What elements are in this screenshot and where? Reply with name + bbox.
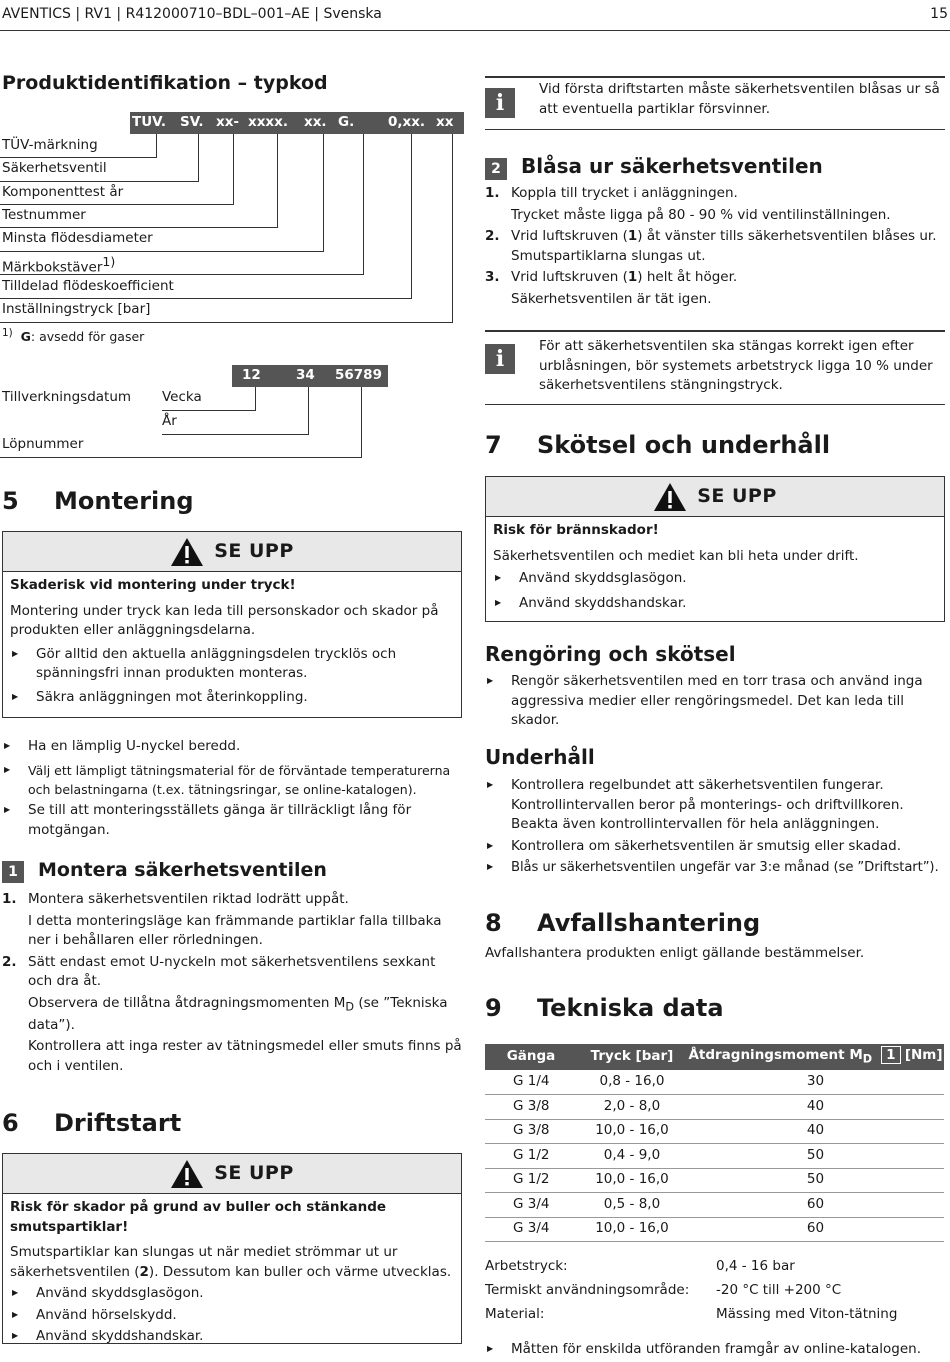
table-row xyxy=(485,1217,944,1242)
step-item xyxy=(2,953,462,1077)
ref-box: 1 xyxy=(881,1046,901,1064)
warning-text-ref: 2 xyxy=(139,1263,149,1280)
section-number: 8 xyxy=(485,909,502,937)
info-text: Vid första driftstarten måste säkerhetsventilen blåsas ur så att eventuella partiklar försvinner. xyxy=(539,81,940,117)
date-part: 34 xyxy=(296,367,315,383)
spec-label: Material: xyxy=(485,1306,545,1322)
list-item: ▶ Använd skyddshandskar. xyxy=(493,594,937,614)
table-cell: 2,0 - 8,0 xyxy=(577,1095,687,1120)
column-header: Gänga xyxy=(485,1044,577,1070)
warning-box-mounting xyxy=(2,531,462,718)
info-icon: i xyxy=(485,88,515,118)
list-item: ▶ Blås ur säkerhetsventilen ungefär var 3:e månad (se ”Driftstart”). xyxy=(485,858,947,877)
typecode-line xyxy=(0,157,156,158)
code-part: G. xyxy=(338,114,355,130)
section-7-heading xyxy=(485,428,830,463)
list-item: ▶ Använd hörselskydd. xyxy=(10,1306,454,1326)
info-icon: i xyxy=(485,344,515,374)
step-text xyxy=(511,268,947,288)
table-cell: 0,8 - 16,0 xyxy=(577,1070,687,1095)
step-1-heading xyxy=(2,857,327,885)
section-number: 6 xyxy=(2,1109,19,1137)
typecode-line xyxy=(0,251,323,252)
maintenance-list xyxy=(485,772,947,877)
typecode-line xyxy=(0,322,452,323)
table-row xyxy=(485,1144,944,1169)
typecode-row: Säkerhetsventil xyxy=(2,160,107,176)
column-header: Tryck [bar] xyxy=(577,1044,687,1070)
table-row xyxy=(485,1070,944,1095)
section-6-heading xyxy=(2,1106,181,1141)
warning-title: Risk för brännskador! xyxy=(493,522,659,538)
typecode-line xyxy=(233,134,234,205)
typecode-row: Testnummer xyxy=(2,207,86,223)
section-number: 7 xyxy=(485,431,502,459)
cleaning-list xyxy=(485,668,945,731)
step-number-box: 1 xyxy=(2,861,24,883)
code-part: 0,xx. xyxy=(388,114,426,130)
warning-text: Säkerhetsventilen och mediet kan bli heta under drift. xyxy=(493,547,859,564)
step-text-part: Vrid luftskruven ( xyxy=(511,228,628,245)
table-row xyxy=(485,1193,944,1218)
list-item: ▶ Använd skyddshandskar. xyxy=(10,1327,454,1347)
typecode-line xyxy=(277,134,278,228)
section-title: Skötsel och underhåll xyxy=(537,431,831,459)
warning-triangle-icon xyxy=(170,1159,204,1189)
typecode-line xyxy=(0,274,363,275)
table-cell: G 3/8 xyxy=(485,1095,577,1120)
disposal-text: Avfallshantera produkten enligt gällande bestämmelser. xyxy=(485,945,865,961)
technical-data-table xyxy=(485,1044,944,1242)
column-header xyxy=(687,1044,944,1070)
label-manufacture-date: Tillverkningsdatum xyxy=(2,389,132,405)
mounting-prep-list xyxy=(2,733,460,840)
spec-row xyxy=(485,1305,945,1329)
spec-row xyxy=(485,1281,945,1305)
typecode-line xyxy=(411,134,412,299)
table-header-row xyxy=(485,1044,944,1070)
step-text-ref: 1 xyxy=(627,269,638,286)
warning-text xyxy=(10,1243,454,1282)
table-cell: G 3/8 xyxy=(485,1119,577,1144)
code-part: xx. xyxy=(304,114,327,130)
step-extra-sub: D xyxy=(345,1000,355,1014)
footnote-letter: G xyxy=(20,329,31,345)
step-extra-text: Observera de tillåtna åtdragningsmomenten M xyxy=(28,994,346,1011)
table-cell: 50 xyxy=(687,1144,944,1169)
section-title: Tekniska data xyxy=(537,994,724,1022)
datecode-line xyxy=(162,434,308,435)
warning-list xyxy=(493,569,937,613)
section-title: Avfallshantering xyxy=(537,909,761,937)
step-text-part: ) åt vänster tills säkerhetsventilen blåses ur. xyxy=(637,228,937,245)
table-cell: 40 xyxy=(687,1119,944,1144)
page-number: 15 xyxy=(930,6,948,22)
list-item: ▶ Gör alltid den aktuella anläggningsdelen trycklös och spänningsfri innan produkten monteras. xyxy=(10,645,454,684)
table-cell: 50 xyxy=(687,1168,944,1193)
footnote-marker: 1) xyxy=(2,327,13,339)
date-part: 12 xyxy=(242,367,261,383)
info-box-first-start xyxy=(485,76,945,130)
table-cell: 0,5 - 8,0 xyxy=(577,1193,687,1218)
datecode-line xyxy=(255,387,256,411)
step-num: 3. xyxy=(485,269,500,286)
mounting-steps xyxy=(2,890,462,1077)
warning-box-startup xyxy=(2,1153,462,1344)
warning-label: SE UPP xyxy=(214,539,294,562)
typecode-footnote xyxy=(2,326,144,346)
table-cell: 60 xyxy=(687,1217,944,1242)
warning-title: Skaderisk vid montering under tryck! xyxy=(10,577,296,593)
column-header-text: Åtdragningsmoment M xyxy=(688,1047,863,1063)
typecode-line xyxy=(452,134,453,323)
list-item: ▶ Se till att monteringsställets gänga är tillräckligt lång för motgängan. xyxy=(2,801,460,840)
typecode-line xyxy=(0,181,198,182)
table-cell: G 1/2 xyxy=(485,1144,577,1169)
step-title: Montera säkerhetsventilen xyxy=(38,859,327,881)
label-year: År xyxy=(162,413,177,429)
section-5-heading xyxy=(2,484,194,519)
list-item: ▶ Rengör säkerhetsventilen med en torr trasa och använd inga aggressiva medier eller rengöringsmedel. Det kan leda till skador. xyxy=(485,672,945,731)
typecode-row-text: Märkbokstäver xyxy=(2,259,103,276)
list-item: ▶ Måtten för enskilda utföranden framgår av online-katalogen. xyxy=(485,1340,945,1360)
step-num: 1. xyxy=(485,185,500,201)
code-part: xx- xyxy=(216,114,240,130)
list-item: ▶ Använd skyddsglasögon. xyxy=(10,1284,454,1304)
footnote-text: : avsedd för gaser xyxy=(30,329,145,345)
warning-label: SE UPP xyxy=(214,1161,294,1184)
typecode-line xyxy=(0,204,233,205)
section-title: Montering xyxy=(54,487,194,515)
table-cell: 10,0 - 16,0 xyxy=(577,1217,687,1242)
step-num: 2. xyxy=(485,228,500,245)
step-2-heading xyxy=(485,152,823,181)
header-title: AVENTICS | RV1 | R412000710–BDL–001–AE | Svenska xyxy=(2,6,382,22)
warning-list xyxy=(10,1284,454,1347)
list-item: ▶ Ha en lämplig U-nyckel beredd. xyxy=(2,737,460,757)
info-box-closing xyxy=(485,330,945,405)
cleaning-heading: Rengöring och skötsel xyxy=(485,642,736,666)
warning-title: Risk för skador på grund av buller och stänkande smutspartiklar! xyxy=(10,1199,387,1235)
list-item: ▶ Kontrollera om säkerhetsventilen är smutsig eller skadad. xyxy=(485,837,947,857)
typecode-line xyxy=(363,134,364,275)
table-row xyxy=(485,1168,944,1193)
datecode-line xyxy=(361,387,362,458)
step-item xyxy=(485,227,947,266)
page-header xyxy=(2,4,948,24)
list-item: ▶ Kontrollera regelbundet att säkerhetsventilen fungerar. Kontrollintervallen beror på monterings- och driftvillkoren. Beakta även kontrollintervallen för hela anläggningen. xyxy=(485,776,947,835)
step-title: Blåsa ur säkerhetsventilen xyxy=(521,154,823,178)
step-item xyxy=(2,890,462,951)
warning-text-part: ). Dessutom kan buller och värme utvecklas. xyxy=(148,1263,452,1280)
section-9-heading xyxy=(485,991,724,1026)
step-text: Koppla till trycket i anläggningen. xyxy=(511,185,738,201)
section-title: Driftstart xyxy=(54,1109,182,1137)
header-rule xyxy=(0,30,950,31)
label-serial: Löpnummer xyxy=(2,436,84,452)
step-text: Sätt endast emot U-nyckeln mot säkerhetsventilens sexkant och dra åt. xyxy=(28,953,436,990)
spec-value: Mässing med Viton-tätning xyxy=(716,1306,898,1322)
warning-header xyxy=(3,1154,461,1194)
footnote-ref: 1) xyxy=(102,254,116,269)
typecode-bar xyxy=(130,112,464,134)
typecode-line xyxy=(0,298,411,299)
catalog-note xyxy=(485,1336,945,1360)
table-cell: G 1/2 xyxy=(485,1168,577,1193)
table-row xyxy=(485,1095,944,1120)
typecode-line xyxy=(156,134,157,158)
step-extra: Säkerhetsventilen är tät igen. xyxy=(511,290,712,307)
spec-label: Arbetstryck: xyxy=(485,1258,568,1274)
typecode-row: TÜV-märkning xyxy=(2,137,98,153)
step-extra: I detta monteringsläge kan främmande partiklar falla tillbaka ner i behållaren eller rörledningen. xyxy=(28,912,442,949)
table-cell: G 3/4 xyxy=(485,1193,577,1218)
spec-value: -20 °C till +200 °C xyxy=(716,1282,842,1298)
typecode-row: Minsta flödesdiameter xyxy=(2,230,153,246)
step-extra: Kontrollera att inga rester av tätningsmedel eller smuts finns på och i ventilen. xyxy=(28,1038,462,1074)
step-text-part: Vrid luftskruven ( xyxy=(511,269,628,286)
typecode-row: Tilldelad flödeskoefficient xyxy=(2,278,174,294)
label-week: Vecka xyxy=(162,389,202,405)
step-number-box: 2 xyxy=(485,158,507,180)
warning-text-part: Smutspartiklar kan slungas ut när mediet strömmar ut ur säkerhetsventilen ( xyxy=(10,1244,398,1280)
step-num: 2. xyxy=(2,953,17,970)
code-part: TUV. xyxy=(132,114,167,130)
warning-list xyxy=(10,645,454,708)
specs-list xyxy=(485,1257,945,1329)
step-num: 1. xyxy=(2,891,17,907)
info-text: För att säkerhetsventilen ska stängas korrekt igen efter urblåsningen, bör systemets arbetstryck ligga 10 % under säkerhetsventilens stängningstryck. xyxy=(539,338,933,394)
maintenance-heading: Underhåll xyxy=(485,745,595,769)
warning-triangle-icon xyxy=(170,537,204,567)
step-extra-text: (se ”Tekniska data”). xyxy=(28,994,448,1033)
typecode-title: Produktidentifikation – typkod xyxy=(2,72,328,94)
step-extra xyxy=(28,994,462,1036)
list-item: ▶ Välj ett lämpligt tätningsmaterial för de förväntade temperaturerna och belastningarna (t.ex. tätningsringar, se online-katalogen). xyxy=(2,761,460,800)
warning-text: Montering under tryck kan leda till personskador och skador på produkten eller anläggningsdelarna. xyxy=(10,602,439,639)
code-part: xxxx. xyxy=(248,114,288,130)
datecode-bar xyxy=(232,365,388,387)
table-cell: 40 xyxy=(687,1095,944,1120)
step-item xyxy=(485,268,947,309)
spec-label: Termiskt användningsområde: xyxy=(485,1282,690,1298)
table-cell: 10,0 - 16,0 xyxy=(577,1119,687,1144)
warning-header xyxy=(486,477,944,517)
table-cell: G 1/4 xyxy=(485,1070,577,1095)
spec-value: 0,4 - 16 bar xyxy=(716,1258,795,1274)
spec-row xyxy=(485,1257,945,1281)
step-text-part: ) helt åt höger. xyxy=(637,269,738,286)
warning-triangle-icon xyxy=(653,482,687,512)
datecode-line xyxy=(162,410,255,411)
typecode-row: Komponenttest år xyxy=(2,184,124,200)
table-cell: 60 xyxy=(687,1193,944,1218)
datecode-line xyxy=(308,387,309,435)
table-cell: 10,0 - 16,0 xyxy=(577,1168,687,1193)
column-header-unit: [Nm] xyxy=(904,1047,943,1063)
table-row xyxy=(485,1119,944,1144)
typecode-row: Inställningstryck [bar] xyxy=(2,301,151,317)
list-item: ▶ Använd skyddsglasögon. xyxy=(493,569,937,589)
typecode-line xyxy=(198,134,199,182)
blowout-steps xyxy=(485,184,947,309)
typecode-line xyxy=(0,227,277,228)
step-extra: Smutspartiklarna slungas ut. xyxy=(511,247,706,264)
step-text xyxy=(511,227,947,247)
warning-label: SE UPP xyxy=(697,484,777,507)
code-part: SV. xyxy=(180,114,204,130)
typecode-line xyxy=(323,134,324,252)
step-text-ref: 1 xyxy=(627,228,638,245)
date-part: 56789 xyxy=(335,367,382,383)
step-text: Montera säkerhetsventilen riktad lodrätt uppåt. xyxy=(28,891,349,907)
warning-box-burns xyxy=(485,476,945,622)
list-item: ▶ Säkra anläggningen mot återinkoppling. xyxy=(10,688,454,708)
code-part: xx xyxy=(436,114,454,130)
table-cell: G 3/4 xyxy=(485,1217,577,1242)
section-number: 5 xyxy=(2,487,19,515)
step-item xyxy=(485,184,947,225)
table-cell: 0,4 - 9,0 xyxy=(577,1144,687,1169)
section-8-heading xyxy=(485,906,760,941)
datecode-line xyxy=(0,457,361,458)
table-cell: 30 xyxy=(687,1070,944,1095)
step-extra: Trycket måste ligga på 80 - 90 % vid ventilinställningen. xyxy=(511,206,891,223)
column-header-sub: D xyxy=(862,1052,873,1066)
section-number: 9 xyxy=(485,994,502,1022)
warning-header xyxy=(3,532,461,572)
